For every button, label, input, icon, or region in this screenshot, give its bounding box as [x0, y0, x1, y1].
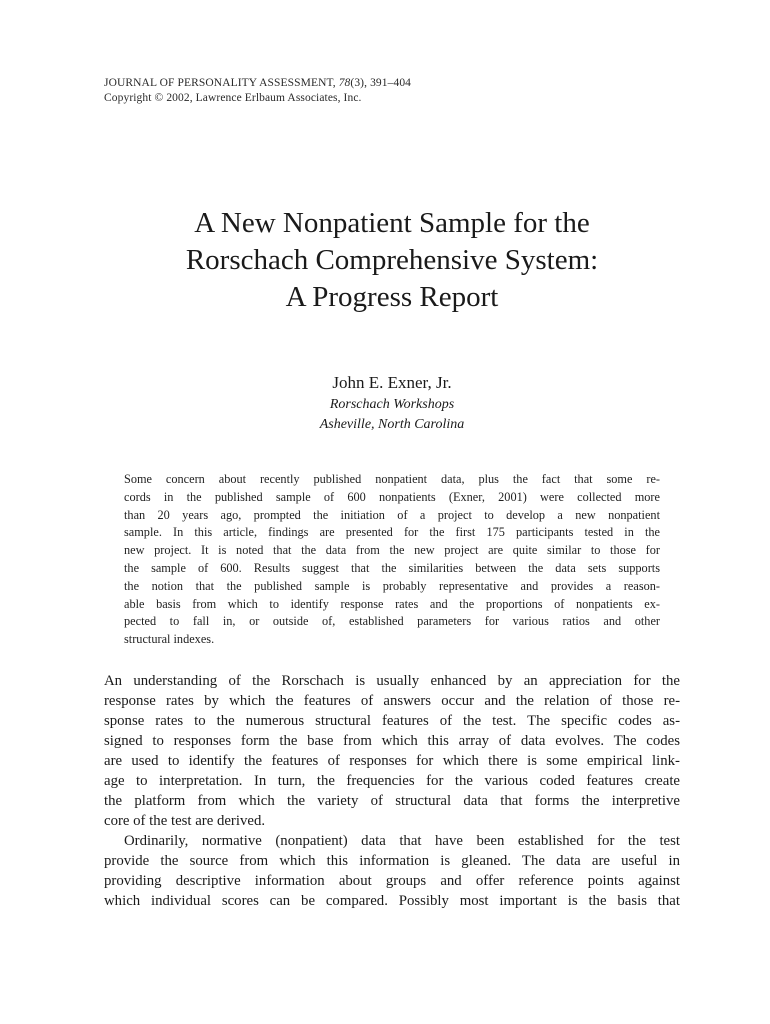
body-text	[104, 671, 680, 911]
title-line: A New Nonpatient Sample for the	[194, 207, 590, 239]
abstract-line: than 20 years ago, prompted the initiation of a project to develop a new nonpatient	[124, 507, 660, 522]
body-line: core of the test are derived.	[104, 813, 266, 829]
journal-header	[104, 76, 411, 106]
abstract-line: cords in the published sample of 600 nonpatients (Exner, 2001) were collected more	[124, 489, 660, 504]
article-title	[104, 205, 680, 316]
author-affiliation: Rorschach Workshops	[329, 397, 455, 412]
journal-issue-pages: (3), 391–404	[350, 77, 412, 89]
abstract-line: new project. It is noted that the data from the new project are quite similar to those for	[124, 543, 660, 558]
body-line: which individual scores can be compared. Possibly most important is the basis that	[104, 893, 680, 909]
abstract-line: the sample of 600. Results suggest that the similarities between the data sets supports	[124, 560, 660, 575]
title-line: A Progress Report	[285, 281, 499, 313]
body-line: An understanding of the Rorschach is usually enhanced by an appreciation for the	[104, 673, 680, 689]
journal-name: JOURNAL OF PERSONALITY ASSESSMENT,	[104, 77, 339, 89]
abstract-line: pected to fall in, or outside of, established parameters for various ratios and other	[124, 614, 660, 629]
abstract-line: structural indexes.	[124, 632, 215, 647]
author-name: John E. Exner, Jr.	[332, 373, 452, 392]
copyright-line: Copyright © 2002, Lawrence Erlbaum Associates, Inc.	[104, 92, 362, 104]
body-line: sponse rates to the numerous structural features of the test. The specific codes as-	[104, 713, 680, 729]
body-line: provide the source from which this information is gleaned. The data are useful in	[104, 853, 680, 869]
body-line: providing descriptive information about groups and offer reference points against	[104, 873, 680, 889]
abstract-line: the notion that the published sample is probably representative and provides a reason-	[124, 578, 660, 593]
abstract	[124, 471, 660, 649]
author-location: Asheville, North Carolina	[319, 417, 465, 432]
body-line: signed to responses form the base from which this array of data evolves. The codes	[104, 733, 680, 749]
journal-citation	[104, 76, 411, 91]
abstract-line: able basis from which to identify response rates and the proportions of nonpatients ex-	[124, 596, 660, 611]
abstract-line: Some concern about recently published nonpatient data, plus the fact that some re-	[124, 472, 660, 486]
body-line: Ordinarily, normative (nonpatient) data that have been established for the test	[124, 833, 680, 849]
body-line: the platform from which the variety of structural data that forms the interpretive	[104, 793, 680, 809]
author-block	[104, 371, 680, 435]
body-line: are used to identify the features of responses for which there is some empirical link-	[104, 753, 680, 769]
title-line: Rorschach Comprehensive System:	[185, 244, 599, 276]
body-line: response rates by which the features of answers occur and the relation of those re-	[104, 693, 680, 709]
body-line: age to interpretation. In turn, the frequencies for the various coded features create	[104, 773, 680, 789]
journal-volume: 78	[338, 77, 351, 89]
abstract-line: sample. In this article, findings are presented for the first 175 participants tested in the	[124, 525, 660, 540]
